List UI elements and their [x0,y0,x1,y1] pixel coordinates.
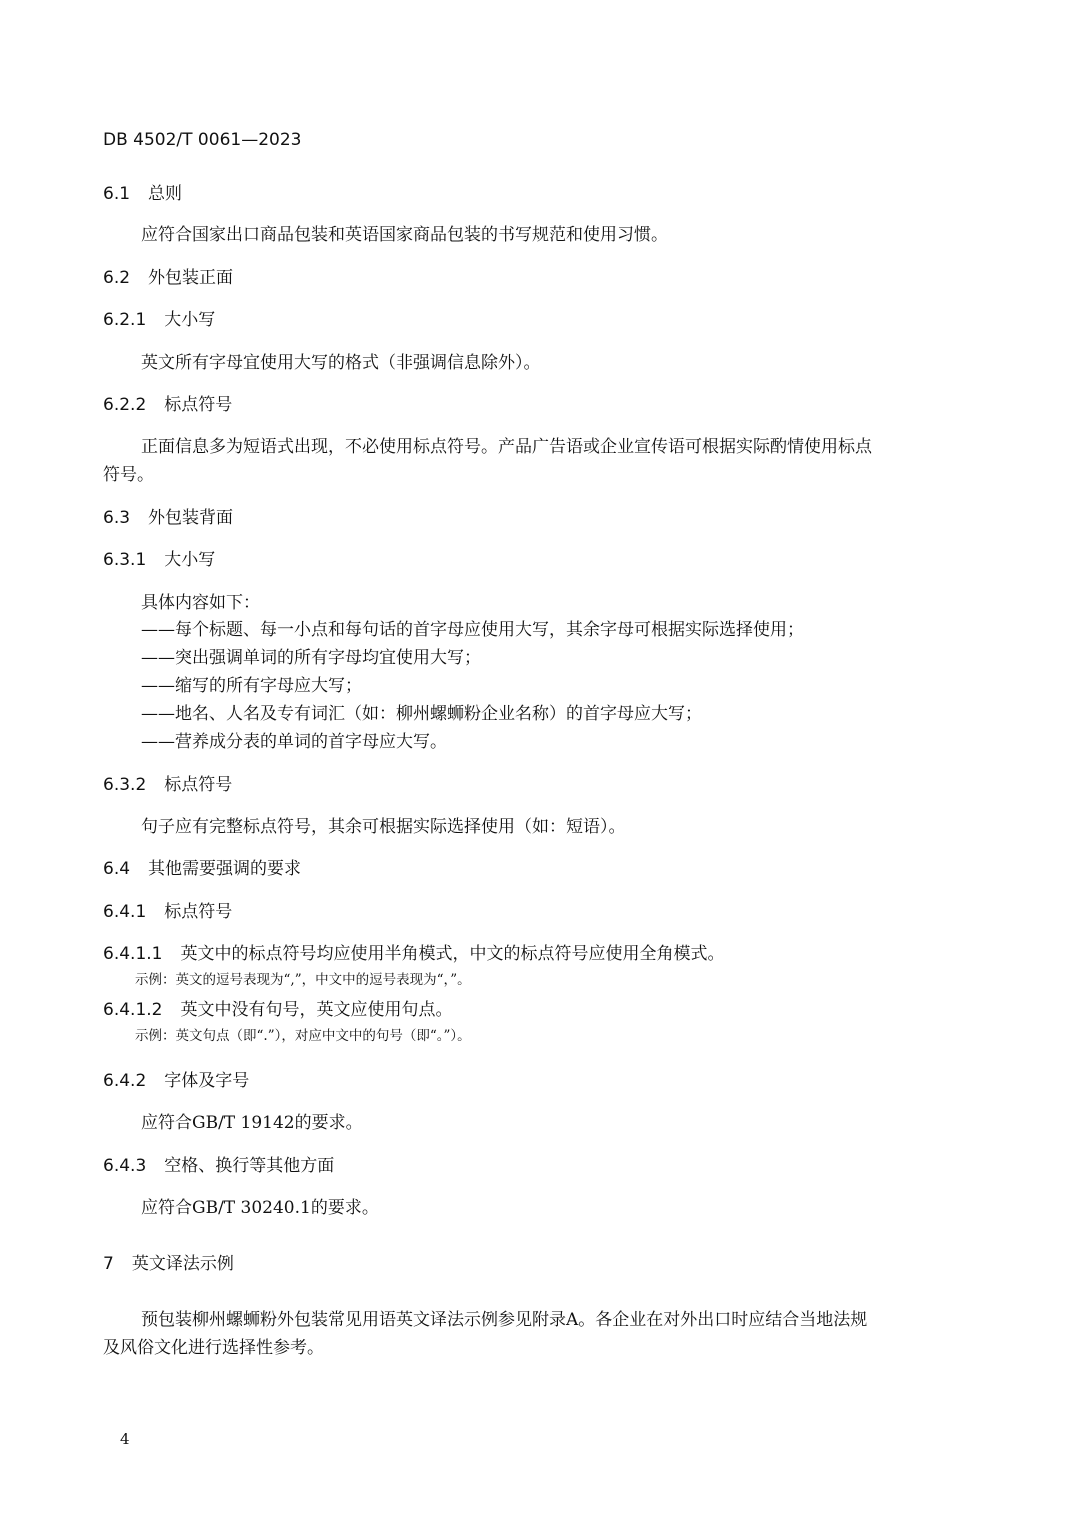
section-6-3-1-heading [103,545,215,570]
paragraph: 应符合国家出口商品包装和英语国家商品包装的书写规范和使用习惯。 [141,225,668,245]
list-item: ——缩写的所有字母应大写； [141,676,362,696]
section-title: 大小写 [164,550,216,570]
paragraph-line: 及风俗文化进行选择性参考。 [103,1338,324,1358]
section-number: 7 [103,1254,114,1274]
section-6-4-1-heading [103,897,232,922]
section-6-3-heading [103,503,233,528]
section-number: 6.2 [103,268,131,288]
section-number: 6.2.2 [103,395,147,415]
section-title: 外包装正面 [148,268,234,288]
list-item: ——营养成分表的单词的首字母应大写。 [141,732,447,752]
section-title: 空格、换行等其他方面 [164,1156,335,1176]
document-code: DB 4502/T 0061—2023 [103,130,302,150]
section-number: 6.4.2 [103,1071,147,1091]
section-title: 字体及字号 [164,1071,250,1091]
section-6-2-heading [103,263,233,288]
section-number: 6.1 [103,184,131,204]
section-6-4-heading [103,854,301,879]
section-number: 6.4.1 [103,902,147,922]
section-title: 英文译法示例 [131,1254,234,1274]
section-title: 外包装背面 [148,508,234,528]
clause-text: 英文中没有句号，英文应使用句点。 [180,1000,453,1020]
section-number: 6.3 [103,508,131,528]
section-6-2-2-heading [103,390,232,415]
page-number: 4 [120,1430,130,1448]
paragraph: 应符合GB/T 30240.1的要求。 [141,1198,379,1218]
paragraph: 句子应有完整标点符号，其余可根据实际选择使用（如：短语）。 [141,817,626,837]
section-number: 6.3.1 [103,550,147,570]
section-title: 总则 [148,184,183,204]
clause-6-4-1-2 [103,995,452,1020]
example-note: 示例：英文句点（即“.”），对应中文中的句号（即“。”）。 [135,1028,471,1044]
section-title: 标点符号 [164,395,233,415]
section-title: 大小写 [164,310,216,330]
section-6-2-1-heading [103,305,215,330]
example-note: 示例：英文的逗号表现为“,”，中文中的逗号表现为“，”。 [135,972,471,988]
section-6-4-2-heading [103,1066,249,1091]
section-number: 6.4 [103,859,131,879]
clause-text: 英文中的标点符号均应使用半角模式，中文的标点符号应使用全角模式。 [180,944,725,964]
clause-number: 6.4.1.2 [103,1000,163,1020]
section-number: 6.2.1 [103,310,147,330]
list-item: ——地名、人名及专有词汇（如：柳州螺蛳粉企业名称）的首字母应大写； [141,704,702,724]
section-title: 其他需要强调的要求 [148,859,302,879]
chapter-7-heading [103,1249,234,1274]
paragraph-line: 正面信息多为短语式出现，不必使用标点符号。产品广告语或企业宣传语可根据实际酌情使用标点 [141,437,872,457]
list-item: ——每个标题、每一小点和每句话的首字母应使用大写，其余字母可根据实际选择使用； [141,620,804,640]
section-number: 6.4.3 [103,1156,147,1176]
paragraph: 英文所有字母宜使用大写的格式（非强调信息除外）。 [141,353,541,373]
paragraph-line: 符号。 [103,465,154,485]
paragraph-line: 预包装柳州螺蛳粉外包装常见用语英文译法示例参见附录A。各企业在对外出口时应结合当地法规 [141,1310,868,1330]
section-6-3-2-heading [103,770,232,795]
clause-6-4-1-1 [103,939,724,964]
section-6-4-3-heading [103,1151,334,1176]
section-title: 标点符号 [164,775,233,795]
clause-number: 6.4.1.1 [103,944,163,964]
section-6-1-heading [103,179,182,204]
section-number: 6.3.2 [103,775,147,795]
section-title: 标点符号 [164,902,233,922]
list-intro: 具体内容如下： [141,593,260,613]
paragraph: 应符合GB/T 19142的要求。 [141,1113,363,1133]
list-item: ——突出强调单词的所有字母均宜使用大写； [141,648,481,668]
